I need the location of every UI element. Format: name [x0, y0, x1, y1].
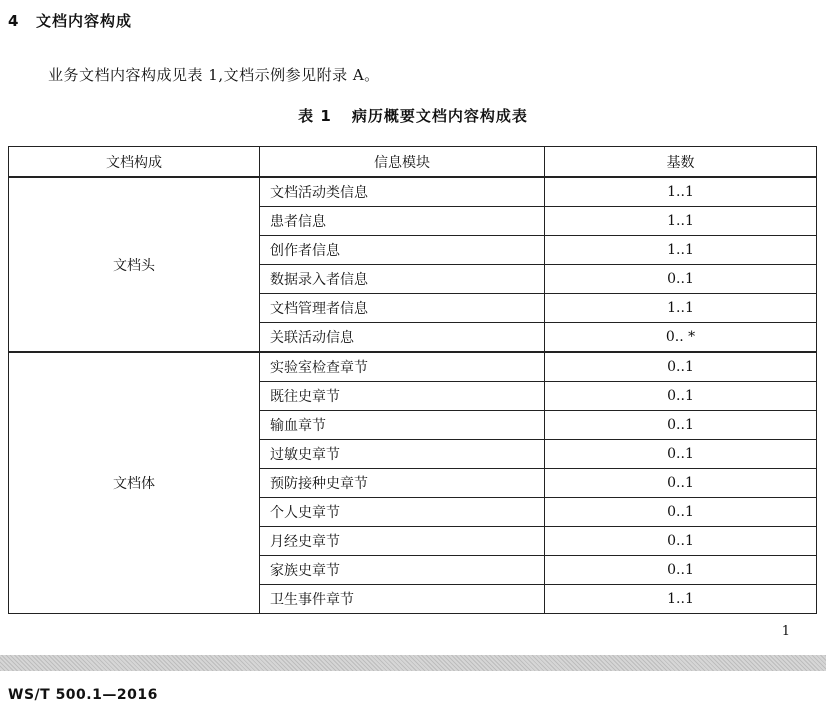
module-cell: 既往史章节: [260, 382, 545, 411]
header-module: 信息模块: [260, 147, 545, 178]
module-cell: 卫生事件章节: [260, 585, 545, 614]
header-cardinality: 基数: [545, 147, 817, 178]
cardinality-cell: 0..1: [545, 469, 817, 498]
header-composition: 文档构成: [9, 147, 260, 178]
cardinality-cell: 1..1: [545, 207, 817, 236]
module-cell: 过敏史章节: [260, 440, 545, 469]
module-cell: 患者信息: [260, 207, 545, 236]
cardinality-cell: 0..1: [545, 382, 817, 411]
table-caption-label: 表 1: [298, 107, 332, 125]
module-cell: 家族史章节: [260, 556, 545, 585]
module-cell: 预防接种史章节: [260, 469, 545, 498]
cardinality-cell: 0..1: [545, 265, 817, 294]
module-cell: 实验室检查章节: [260, 352, 545, 382]
table-caption-title: 病历概要文档内容构成表: [351, 107, 528, 125]
module-cell: 文档管理者信息: [260, 294, 545, 323]
module-cell: 数据录入者信息: [260, 265, 545, 294]
module-cell: 关联活动信息: [260, 323, 545, 353]
cardinality-cell: 0..1: [545, 440, 817, 469]
module-cell: 个人史章节: [260, 498, 545, 527]
standard-code: WS/T 500.1—2016: [8, 687, 158, 703]
cardinality-cell: 0..1: [545, 527, 817, 556]
section-number: 4: [8, 12, 20, 30]
table-caption: [0, 105, 826, 126]
page-divider-band: [0, 655, 826, 671]
module-cell: 文档活动类信息: [260, 177, 545, 207]
table-row: [9, 352, 817, 382]
table-header-row: [9, 147, 817, 178]
cardinality-cell: 1..1: [545, 585, 817, 614]
cardinality-cell: 0..1: [545, 556, 817, 585]
group-document-header: 文档头: [9, 177, 260, 352]
cardinality-cell: 0..1: [545, 352, 817, 382]
module-cell: 创作者信息: [260, 236, 545, 265]
section-heading: [8, 10, 132, 31]
group-document-body: 文档体: [9, 352, 260, 614]
page-number: 1: [781, 624, 790, 639]
content-table: [8, 146, 817, 614]
cardinality-cell: 0.. *: [545, 323, 817, 353]
table-row: [9, 177, 817, 207]
section-title: 文档内容构成: [36, 12, 133, 30]
cardinality-cell: 1..1: [545, 294, 817, 323]
cardinality-cell: 1..1: [545, 236, 817, 265]
intro-paragraph: 业务文档内容构成见表 1,文档示例参见附录 A。: [48, 66, 380, 84]
cardinality-cell: 0..1: [545, 498, 817, 527]
module-cell: 输血章节: [260, 411, 545, 440]
cardinality-cell: 1..1: [545, 177, 817, 207]
cardinality-cell: 0..1: [545, 411, 817, 440]
module-cell: 月经史章节: [260, 527, 545, 556]
